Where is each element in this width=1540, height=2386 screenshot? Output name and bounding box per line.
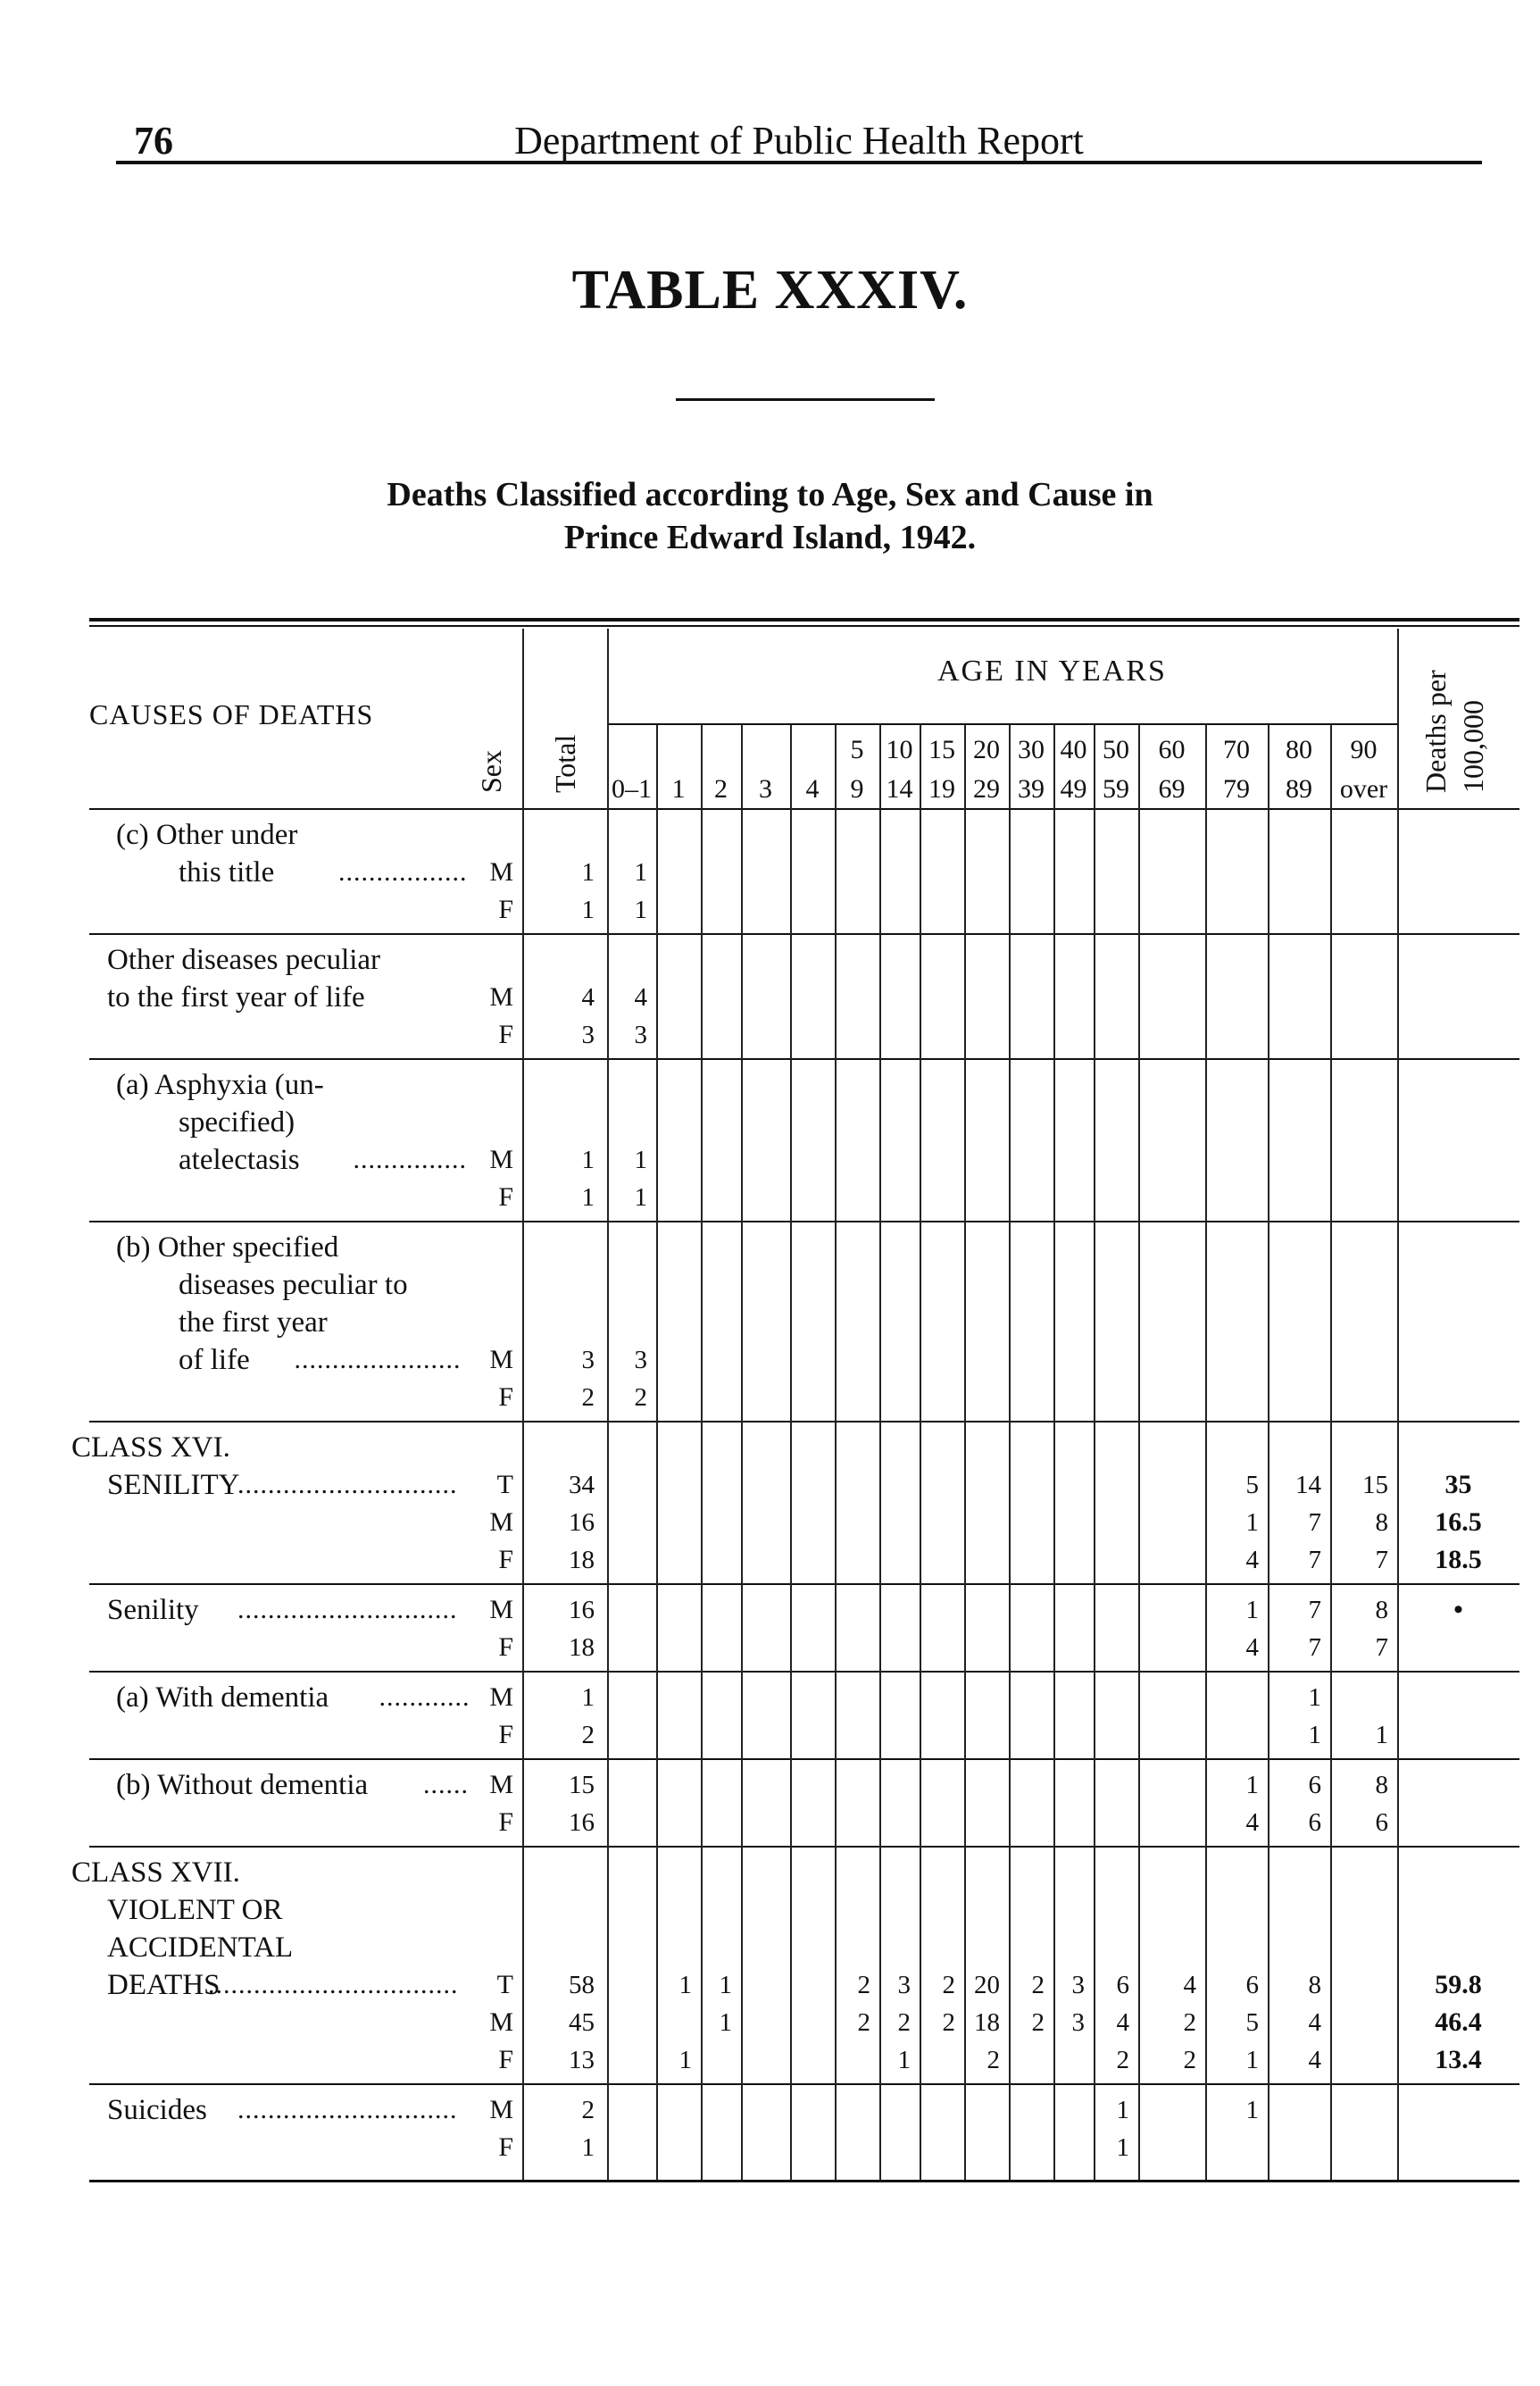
age-group-header-bottom: 2: [714, 774, 728, 804]
age-group-header-bottom: 79: [1223, 774, 1250, 804]
age-cell: 3: [634, 1021, 647, 1049]
age-cell: 2: [1183, 2046, 1196, 2074]
age-cell: 4: [1116, 2008, 1129, 2037]
age-cell: 1: [1116, 2096, 1129, 2124]
age-group-header-bottom: 69: [1158, 774, 1186, 804]
age-cell: 4: [1308, 2008, 1321, 2037]
total-cell: 34: [569, 1471, 595, 1499]
age-cell: 20: [974, 1971, 1000, 1999]
cause-label: (b) Other specified: [116, 1231, 339, 1264]
age-cell: 4: [1245, 1633, 1259, 1662]
age-cell: 1: [1375, 1721, 1388, 1749]
leader-dots: .............................: [237, 1470, 458, 1499]
table-top-rule: [89, 618, 1519, 622]
age-cell: 2: [942, 1971, 955, 1999]
rate-per-100000-cell: 18.5: [1435, 1545, 1482, 1574]
sex-cell: M: [489, 1770, 513, 1799]
age-column-line: [1268, 725, 1269, 2180]
sex-column-header: Sex: [475, 750, 507, 793]
total-cell: 16: [569, 1508, 595, 1537]
cause-label: Other diseases peculiar: [107, 944, 381, 976]
total-cell: 1: [581, 1146, 595, 1174]
age-cell: 2: [1183, 2008, 1196, 2037]
age-group-header-top: 60: [1158, 735, 1186, 764]
age-group-header-bottom: 59: [1103, 774, 1129, 804]
total-cell: 13: [569, 2046, 595, 2074]
sex-cell: F: [498, 1720, 513, 1749]
age-cell: 1: [634, 896, 647, 924]
cause-label: this title: [179, 856, 275, 888]
age-cell: 7: [1375, 1546, 1388, 1574]
cause-label: atelectasis: [179, 1144, 300, 1176]
age-column-line: [1138, 725, 1140, 2180]
row-group-rule: [89, 1583, 1519, 1585]
cause-label: CLASS XVII.: [71, 1856, 240, 1889]
sex-cell: T: [496, 1970, 513, 1999]
age-cell: 8: [1308, 1971, 1321, 1999]
age-cell: 1: [1245, 1596, 1259, 1624]
total-cell: 18: [569, 1546, 595, 1574]
age-cell: 15: [1362, 1471, 1388, 1499]
age-cell: 4: [1245, 1808, 1259, 1837]
age-cell: 3: [1071, 2008, 1085, 2037]
age-cell: 7: [1375, 1633, 1388, 1662]
age-group-header-top: 20: [973, 735, 1000, 764]
total-cell: 1: [581, 2133, 595, 2162]
age-column-line: [1009, 725, 1011, 2180]
age-cell: 8: [1375, 1596, 1388, 1624]
age-cell: 2: [1116, 2046, 1129, 2074]
deaths-per-header: Deaths per: [1419, 670, 1452, 793]
sex-cell: F: [498, 1382, 513, 1412]
age-column-line: [790, 725, 792, 2180]
row-group-rule: [89, 1846, 1519, 1848]
age-group-header-top: 70: [1223, 735, 1250, 764]
cause-label: specified): [179, 1106, 296, 1139]
age-group-header-top: 5: [850, 735, 864, 764]
page-header: [116, 114, 1482, 164]
age-group-header-bottom: 1: [671, 774, 686, 804]
age-group-header-top: 90: [1350, 735, 1378, 764]
rate-column-line: [1397, 629, 1399, 2180]
row-group-rule: [89, 1758, 1519, 1760]
total-cell: 1: [581, 1183, 595, 1212]
table-subtitle: [0, 473, 1540, 559]
age-group-header-top: 15: [928, 735, 955, 764]
rate-per-100000-cell: 35: [1444, 1470, 1472, 1499]
row-group-rule: [89, 933, 1519, 935]
age-column-line: [1330, 725, 1332, 2180]
cause-label: of life: [179, 1344, 250, 1376]
age-cell: 1: [1308, 1683, 1321, 1712]
age-column-line: [879, 725, 881, 2180]
causes-of-deaths-header: CAUSES OF DEATHS: [89, 698, 374, 730]
age-cell: 2: [1031, 1971, 1045, 1999]
row-group-rule: [89, 1671, 1519, 1673]
age-group-header-top: 10: [886, 735, 913, 764]
total-cell: 16: [569, 1596, 595, 1624]
age-cell: 1: [1245, 1771, 1259, 1799]
cause-label: DEATHS: [107, 1969, 221, 2001]
age-cell: 8: [1375, 1508, 1388, 1537]
rate-per-100000-cell: 16.5: [1435, 1507, 1482, 1537]
age-cell: 1: [1245, 2046, 1259, 2074]
total-cell: 4: [581, 983, 595, 1012]
age-cell: 8: [1375, 1771, 1388, 1799]
age-cell: 6: [1245, 1971, 1259, 1999]
age-cell: 7: [1308, 1546, 1321, 1574]
total-column-header: Total: [549, 734, 581, 793]
age-cell: 4: [634, 983, 647, 1012]
age-cell: 1: [1245, 1508, 1259, 1537]
sex-cell: M: [489, 1145, 513, 1174]
age-cell: 2: [1031, 2008, 1045, 2037]
sex-column-line: [522, 629, 524, 2180]
age-cell: 1: [634, 858, 647, 887]
age-group-header-bottom: 19: [928, 774, 955, 804]
age-group-header-bottom: 9: [850, 774, 864, 804]
rate-per-100000-cell: 59.8: [1435, 1970, 1482, 1999]
age-group-header-bottom: 29: [973, 774, 1000, 804]
cause-label: ACCIDENTAL: [107, 1931, 294, 1964]
age-column-line: [835, 725, 837, 2180]
age-group-header-bottom: over: [1339, 774, 1388, 804]
age-cell: 2: [857, 1971, 870, 1999]
cause-label: (a) Asphyxia (un-: [116, 1069, 324, 1101]
age-cell: 1: [634, 1183, 647, 1212]
cause-label: Suicides: [107, 2094, 207, 2126]
age-column-line: [1205, 725, 1207, 2180]
sex-cell: M: [489, 1345, 513, 1374]
sex-cell: M: [489, 2095, 513, 2124]
deaths-per-100000-header: 100,000: [1457, 700, 1489, 793]
total-cell: 15: [569, 1771, 595, 1799]
age-cell: 14: [1295, 1471, 1321, 1499]
age-cell: 3: [634, 1346, 647, 1374]
age-cell: 2: [857, 2008, 870, 2037]
age-cell: 2: [897, 2008, 911, 2037]
age-cell: 4: [1183, 1971, 1196, 1999]
sex-cell: F: [498, 2045, 513, 2074]
age-cell: 1: [719, 1971, 732, 1999]
table-title: TABLE XXXIV.: [571, 260, 969, 321]
title-rule: [676, 398, 935, 401]
age-column-line: [656, 725, 658, 2180]
age-in-years-header: AGE IN YEARS: [937, 655, 1167, 688]
total-cell: 45: [569, 2008, 595, 2037]
total-column-line: [607, 629, 609, 2180]
age-group-header-bottom: 3: [759, 774, 772, 804]
age-cell: 2: [634, 1383, 647, 1412]
row-group-rule: [89, 1221, 1519, 1222]
cause-label: the first year: [179, 1306, 328, 1339]
age-cell: 5: [1245, 1471, 1259, 1499]
page-number: 76: [134, 119, 173, 163]
age-column-line: [741, 725, 743, 2180]
leader-dots: .............................: [237, 1595, 458, 1624]
total-cell: 3: [581, 1021, 595, 1049]
cause-label: Senility: [107, 1594, 199, 1626]
sex-cell: F: [498, 1020, 513, 1049]
cause-label: (b) Without dementia: [116, 1769, 369, 1801]
row-group-rule: [89, 2083, 1519, 2085]
total-cell: 2: [581, 1721, 595, 1749]
cause-label: to the first year of life: [107, 981, 365, 1014]
age-cell: 6: [1116, 1971, 1129, 1999]
total-cell: 1: [581, 1683, 595, 1712]
age-column-line: [701, 725, 703, 2180]
age-group-header-top: 30: [1018, 735, 1045, 764]
total-cell: 58: [569, 1971, 595, 1999]
leader-dots: .................................: [208, 1970, 459, 1999]
age-cell: 3: [1071, 1971, 1085, 1999]
age-cell: 1: [634, 1146, 647, 1174]
age-group-header-bottom: 39: [1018, 774, 1045, 804]
age-cell: 1: [678, 1971, 692, 1999]
cause-label: SENILITY: [107, 1469, 240, 1501]
table-bottom-rule: [89, 2180, 1519, 2182]
sex-cell: M: [489, 2007, 513, 2037]
sex-cell: M: [489, 1595, 513, 1624]
sex-cell: M: [489, 982, 513, 1012]
age-cell: 2: [986, 2046, 1000, 2074]
age-group-header-top: 80: [1286, 735, 1312, 764]
cause-label: CLASS XVI.: [71, 1431, 230, 1464]
subtitle-line-1: Deaths Classified according to Age, Sex and Cause in: [387, 476, 1153, 513]
age-cell: 1: [1245, 2096, 1259, 2124]
rate-per-100000-cell: 46.4: [1435, 2007, 1482, 2037]
age-cell: 3: [897, 1971, 911, 1999]
cause-label: (c) Other under: [116, 819, 298, 851]
rate-per-100000-cell: 13.4: [1435, 2045, 1482, 2074]
leader-dots: ............: [379, 1682, 470, 1712]
age-column-line: [1094, 725, 1095, 2180]
table-top-rule-2: [89, 625, 1519, 627]
age-cell: 2: [942, 2008, 955, 2037]
total-cell: 18: [569, 1633, 595, 1662]
leader-dots: ...............: [353, 1145, 467, 1174]
age-cell: 6: [1308, 1771, 1321, 1799]
age-cell: 18: [974, 2008, 1000, 2037]
cause-label: diseases peculiar to: [179, 1269, 408, 1301]
age-cell: 7: [1308, 1596, 1321, 1624]
sex-cell: F: [498, 1632, 513, 1662]
sex-cell: T: [496, 1470, 513, 1499]
sex-cell: F: [498, 2132, 513, 2162]
age-cell: 4: [1308, 2046, 1321, 2074]
header-bottom-rule: [89, 808, 1519, 810]
age-column-line: [920, 725, 921, 2180]
sex-cell: M: [489, 1507, 513, 1537]
age-group-header-bottom: 4: [805, 774, 820, 804]
sex-cell: M: [489, 857, 513, 887]
age-group-header-bottom: 49: [1060, 774, 1087, 804]
age-cell: 1: [719, 2008, 732, 2037]
age-group-header-bottom: 14: [886, 774, 913, 804]
age-column-line: [1053, 725, 1055, 2180]
leader-dots: .................: [338, 857, 468, 887]
sex-cell: F: [498, 895, 513, 924]
age-cell: 6: [1375, 1808, 1388, 1837]
age-cell: 7: [1308, 1508, 1321, 1537]
sex-cell: F: [498, 1807, 513, 1837]
age-cell: 5: [1245, 2008, 1259, 2037]
total-cell: 16: [569, 1808, 595, 1837]
age-cell: 7: [1308, 1633, 1321, 1662]
age-header-rule: [607, 723, 1397, 725]
age-group-header-bottom: 89: [1286, 774, 1312, 804]
total-cell: 3: [581, 1346, 595, 1374]
total-cell: 2: [581, 2096, 595, 2124]
subtitle-line-2: Prince Edward Island, 1942.: [563, 519, 977, 556]
total-cell: 1: [581, 858, 595, 887]
age-column-line: [964, 725, 966, 2180]
running-head: Department of Public Health Report: [514, 119, 1084, 163]
age-group-header-bottom: 0–1: [612, 774, 652, 804]
age-cell: 1: [678, 2046, 692, 2074]
total-cell: 1: [581, 896, 595, 924]
age-cell: 4: [1245, 1546, 1259, 1574]
sex-cell: M: [489, 1682, 513, 1712]
rate-per-100000-cell: •: [1453, 1595, 1463, 1624]
age-cell: 1: [1308, 1721, 1321, 1749]
leader-dots: .............................: [237, 2095, 458, 2124]
cause-label: VIOLENT OR: [107, 1894, 283, 1926]
age-cell: 6: [1308, 1808, 1321, 1837]
total-cell: 2: [581, 1383, 595, 1412]
row-group-rule: [89, 1421, 1519, 1422]
age-cell: 1: [1116, 2133, 1129, 2162]
age-group-header-top: 40: [1060, 735, 1087, 764]
sex-cell: F: [498, 1182, 513, 1212]
leader-dots: ......: [423, 1770, 469, 1799]
leader-dots: ......................: [294, 1345, 462, 1374]
age-cell: 1: [897, 2046, 911, 2074]
age-group-header-top: 50: [1103, 735, 1129, 764]
cause-label: (a) With dementia: [116, 1681, 329, 1714]
row-group-rule: [89, 1058, 1519, 1060]
sex-cell: F: [498, 1545, 513, 1574]
